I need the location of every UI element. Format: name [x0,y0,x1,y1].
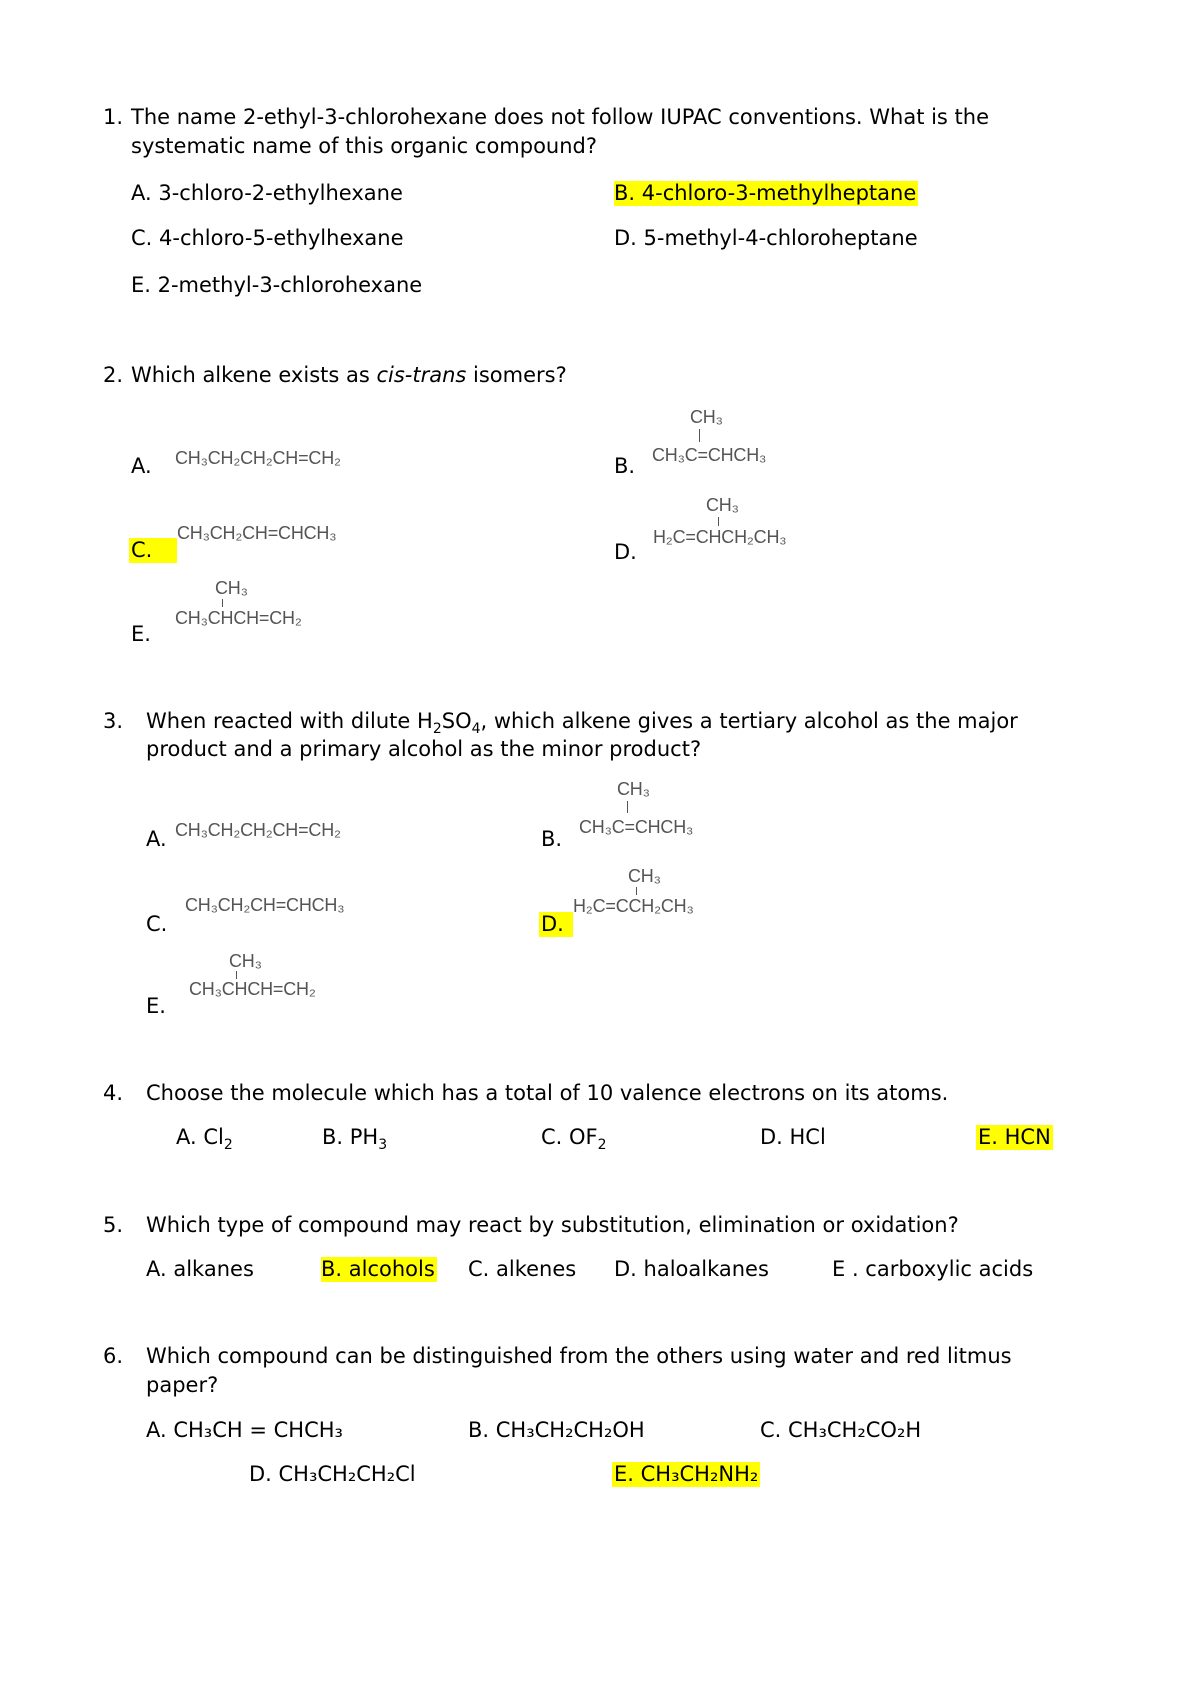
q6-option-a: A. CH₃CH = CHCH₃ [146,1418,343,1442]
q3-structure-b-branch: CH₃ [617,779,650,799]
q3-structure-e: CH₃CHCH=CH₂ [189,979,316,999]
q2-text: Which alkene exists as cis-trans isomers? [131,363,567,387]
q3-structure-e-bond [236,971,237,979]
q2-structure-e: CH₃CHCH=CH₂ [175,608,302,628]
q4-text: Choose the molecule which has a total of 10 valence electrons on its atoms. [146,1081,949,1105]
q2-structure-b-branch: CH₃ [690,407,723,427]
q4-option-b: B. $PH_3$ [322,1125,388,1154]
q1-text-line2: systematic name of this organic compound? [131,134,598,158]
q2-number: 2. [103,363,124,387]
q1-text-line1: The name 2-ethyl-3-chlorohexane does not follow IUPAC conventions. What is the [131,105,990,129]
q3-option-c-label: C. [146,912,168,936]
q3-text-line2: product and a primary alcohol as the minor product? [146,737,702,761]
q5-option-d: D. haloalkanes [614,1257,769,1281]
q3-option-a-label: A. [146,827,167,851]
q1-option-a: A. 3-chloro-2-ethylhexane [131,181,403,205]
q5-text: Which type of compound may react by substitution, elimination or oxidation? [146,1213,959,1237]
q1-option-b-answer: B. 4-chloro-3-methylheptane [614,181,917,205]
q3-structure-b-bond [627,801,628,813]
q5-option-e: E . carboxylic acids [832,1257,1034,1281]
q2-option-b-label: B. [614,454,636,478]
q3-option-d-label-answer: D. [539,912,573,937]
q1-option-d: D. 5-methyl-4-chloroheptane [614,226,918,250]
q4-number: 4. [103,1081,124,1105]
q3-structure-c: CH₃CH₂CH=CHCH₃ [185,895,345,915]
q6-number: 6. [103,1344,124,1368]
q5-number: 5. [103,1213,124,1237]
q1-number: 1. [103,105,124,129]
q4-option-e-answer: E. HCN [978,1125,1051,1149]
q6-option-e-answer: E. CH₃CH₂NH₂ [614,1462,759,1486]
q3-structure-d-branch: CH₃ [628,866,661,886]
q2-option-a-label: A. [131,454,152,478]
q2-structure-e-bond [222,599,223,607]
q2-option-c-label-answer: C. [129,538,177,563]
q2-option-e-label: E. [131,622,151,646]
q6-text-line2: paper? [146,1373,219,1397]
q3-number: 3. [103,709,124,733]
q5-option-b-answer: B. alcohols [321,1257,435,1281]
q6-option-b: B. CH₃CH₂CH₂OH [468,1418,645,1442]
q3-structure-b: CH₃C=CHCH₃ [579,817,694,837]
q2-structure-d-bond [718,517,719,526]
q4-option-a: A. $Cl_2$ [176,1125,233,1154]
q3-structure-d-bond [636,887,637,895]
q2-structure-d-branch: CH₃ [706,495,739,515]
q1-option-e: E. 2-methyl-3-chlorohexane [131,273,423,297]
q2-structure-e-branch: CH₃ [215,578,248,598]
q4-option-d: D. HCl [760,1125,826,1149]
q6-option-d: D. CH₃CH₂CH₂Cl [249,1462,416,1486]
q5-option-a: A. alkanes [146,1257,254,1281]
q3-structure-e-branch: CH₃ [229,951,262,971]
q3-structure-a: CH₃CH₂CH₂CH=CH₂ [175,820,341,840]
q2-option-d-label: D. [614,540,637,564]
q3-option-e-label: E. [146,994,166,1018]
q3-option-b-label: B. [541,827,563,851]
q6-text-line1: Which compound can be distinguished from the others using water and red litmus [146,1344,1012,1368]
q2-structure-c: CH₃CH₂CH=CHCH₃ [177,523,337,543]
q2-structure-d: H₂C=CHCH₂CH₃ [653,527,787,547]
q2-structure-b: CH₃C=CHCH₃ [652,445,767,465]
q5-option-c: C. alkenes [468,1257,577,1281]
q3-text-line1: When reacted with dilute $H_2SO_4$, which alkene gives a tertiary alcohol as the major [146,709,1018,738]
q2-structure-a: CH₃CH₂CH₂CH=CH₂ [175,448,341,468]
q1-option-c: C. 4-chloro-5-ethylhexane [131,226,404,250]
q6-option-c: C. CH₃CH₂CO₂H [760,1418,922,1442]
q3-structure-d: H₂C=CCH₂CH₃ [573,896,694,916]
q4-option-c: C. $OF_2$ [541,1125,607,1154]
q2-structure-b-bond [699,429,700,442]
